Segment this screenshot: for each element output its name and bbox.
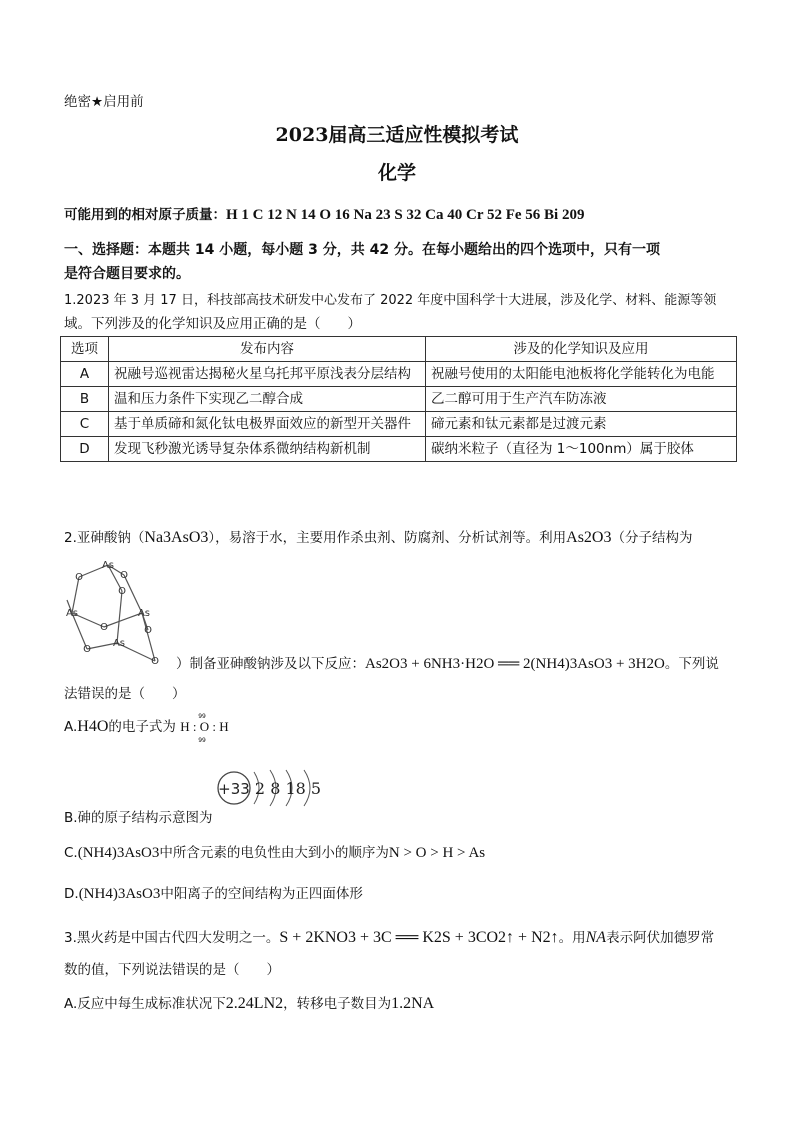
q3-stem-line1: [64, 928, 738, 948]
q2-option-a: [64, 713, 738, 744]
q3-na-symbol: NA: [585, 929, 607, 946]
q2-stem-line1: [64, 528, 738, 548]
table-cell-content: 基于单质碲和氮化钛电极界面效应的新型开关器件: [109, 412, 426, 437]
atom-label: As: [137, 608, 151, 619]
q2-optD-text: 中阳离子的空间结构为正四面体形: [160, 886, 363, 902]
q3-option-a: [64, 994, 738, 1014]
atom-label: O: [151, 656, 159, 667]
table-cell-knowledge: 祝融号使用的太阳能电池板将化学能转化为电能: [426, 362, 737, 387]
table-cell-option: C: [61, 412, 109, 437]
q3-optA-volume: 2.24LN2: [225, 995, 284, 1012]
lewis-dots-top: 99: [198, 713, 206, 720]
table-header-option: 选项: [61, 337, 109, 362]
q3-optA-text: A.反应中每生成标准状况下: [64, 996, 226, 1012]
q3-stem-line2: 数的值，下列说法错误的是（ ）: [64, 962, 280, 978]
table-cell-option: B: [61, 387, 109, 412]
q2-stem-line3: 法错误的是（ ）: [64, 686, 186, 702]
atom-label: As: [112, 638, 126, 649]
q2-option-c: [64, 843, 738, 863]
q2-option-d: [64, 884, 738, 904]
exam-title: 2023届高三适应性模拟考试: [275, 124, 519, 146]
q2-formula-salt: Na3AsO3: [144, 529, 209, 546]
atom-label: O: [100, 622, 108, 633]
q2-stem-e: 。下列说: [664, 656, 719, 672]
table-row: [61, 412, 737, 437]
q2-reaction-line: [176, 654, 738, 674]
table-row: [61, 437, 737, 462]
table-cell-content: 发现飞秒激光诱导复杂体系微纳结构新机制: [109, 437, 426, 462]
q3-optA-value: 1.2NA: [391, 995, 435, 1012]
atomic-masses: [64, 205, 738, 225]
q3-stem-b: 。用: [558, 930, 586, 946]
lewis-structure: [180, 713, 250, 744]
atomic-masses-label: 可能用到的相对原子质量：: [64, 207, 226, 223]
q2-stem-a: 2.亚砷酸钠（: [64, 530, 145, 546]
section1-instruction-line2: 是符合题目要求的。: [64, 266, 190, 282]
q3-stem-c: 表示阿伏加德罗常: [606, 930, 715, 946]
nucleus-charge: +33: [218, 780, 250, 798]
q1-stem-line1: 1.2023 年 3 月 17 日，科技部高技术研发中心发布了 2022 年度中国科学十大进展，涉及化学、材料、能源等领: [64, 293, 717, 308]
option-label: D.: [64, 886, 79, 902]
q2-formula-oxide: As2O3: [566, 529, 612, 546]
subject-title: 化学: [377, 162, 416, 184]
confidential-mark: 绝密★启用前: [64, 94, 144, 110]
q2-reaction: As2O3 + 6NH3·H2O ══ 2(NH4)3AsO3 + 3H2O: [365, 656, 665, 672]
table-header-row: [61, 337, 737, 362]
lewis-dot-formula: H : O : H: [180, 719, 229, 734]
section1-instruction-line1: 一、选择题：本题共 14 小题，每小题 3 分，共 42 分。在每小题给出的四个选项中，只有一项: [64, 242, 660, 258]
atom-label: O: [120, 570, 128, 581]
table-cell-knowledge: 碲元素和钛元素都是过渡元素: [426, 412, 737, 437]
table-header-knowledge: 涉及的化学知识及应用: [426, 337, 737, 362]
atom-label: O: [118, 586, 126, 597]
q3-reaction: S + 2KNO3 + 3C ══ K2S + 3CO2↑ + N2↑: [279, 929, 559, 946]
q1-stem-line2: 域。下列涉及的化学知识及应用正确的是（ ）: [64, 316, 361, 332]
table-cell-option: A: [61, 362, 109, 387]
q2-optC-formula: (NH4)3AsO3: [77, 845, 160, 861]
lewis-dots-bottom: 99: [198, 737, 206, 744]
q2-stem-d: ）制备亚砷酸钠涉及以下反应：: [176, 656, 365, 672]
q3-stem-a: 3.黑火药是中国古代四大发明之一。: [64, 930, 280, 946]
table-cell-content: 祝融号巡视雷达揭秘火星乌托邦平原浅表分层结构: [109, 362, 426, 387]
atomic-masses-values: H 1 C 12 N 14 O 16 Na 23 S 32 Ca 40 Cr 52 Fe 56 Bi 209: [226, 207, 585, 223]
atom-label: O: [83, 644, 91, 655]
atom-label: As: [101, 560, 115, 571]
q2-stem-c: （分子结构为: [611, 530, 693, 546]
q2-optC-text: 中所含元素的电负性由大到小的顺序为: [159, 845, 389, 861]
table-cell-content: 温和压力条件下实现乙二醇合成: [109, 387, 426, 412]
table-cell-knowledge: 乙二醇可用于生产汽车防冻液: [426, 387, 737, 412]
table-cell-option: D: [61, 437, 109, 462]
q2-optD-formula: (NH4)3AsO3: [78, 886, 161, 902]
option-label: A.: [64, 719, 78, 735]
atom-label: O: [144, 625, 152, 636]
option-label: C.: [64, 845, 78, 861]
table-cell-knowledge: 碳纳米粒子（直径为 1～100nm）属于胶体: [426, 437, 737, 462]
electron-shells: 2 8 18 5: [254, 779, 322, 798]
table-header-content: 发布内容: [109, 337, 426, 362]
q2-stem-b: ），易溶于水，主要用作杀虫剂、防腐剂、分析试剂等。利用: [208, 530, 567, 546]
q2-option-b: B.砷的原子结构示意图为: [64, 810, 213, 826]
atom-label: O: [75, 572, 83, 583]
table-row: [61, 387, 737, 412]
q2-optA-formula: H4O: [77, 718, 109, 735]
q1-options-table: [60, 336, 737, 462]
as2o3-molecule-diagram: [62, 555, 174, 670]
table-row: [61, 362, 737, 387]
q2-optA-text: 的电子式为: [108, 719, 176, 735]
q3-optA-text2: ，转移电子数目为: [283, 996, 392, 1012]
q2-optC-order: N > O > H > As: [388, 845, 486, 861]
atom-label: As: [65, 608, 79, 619]
